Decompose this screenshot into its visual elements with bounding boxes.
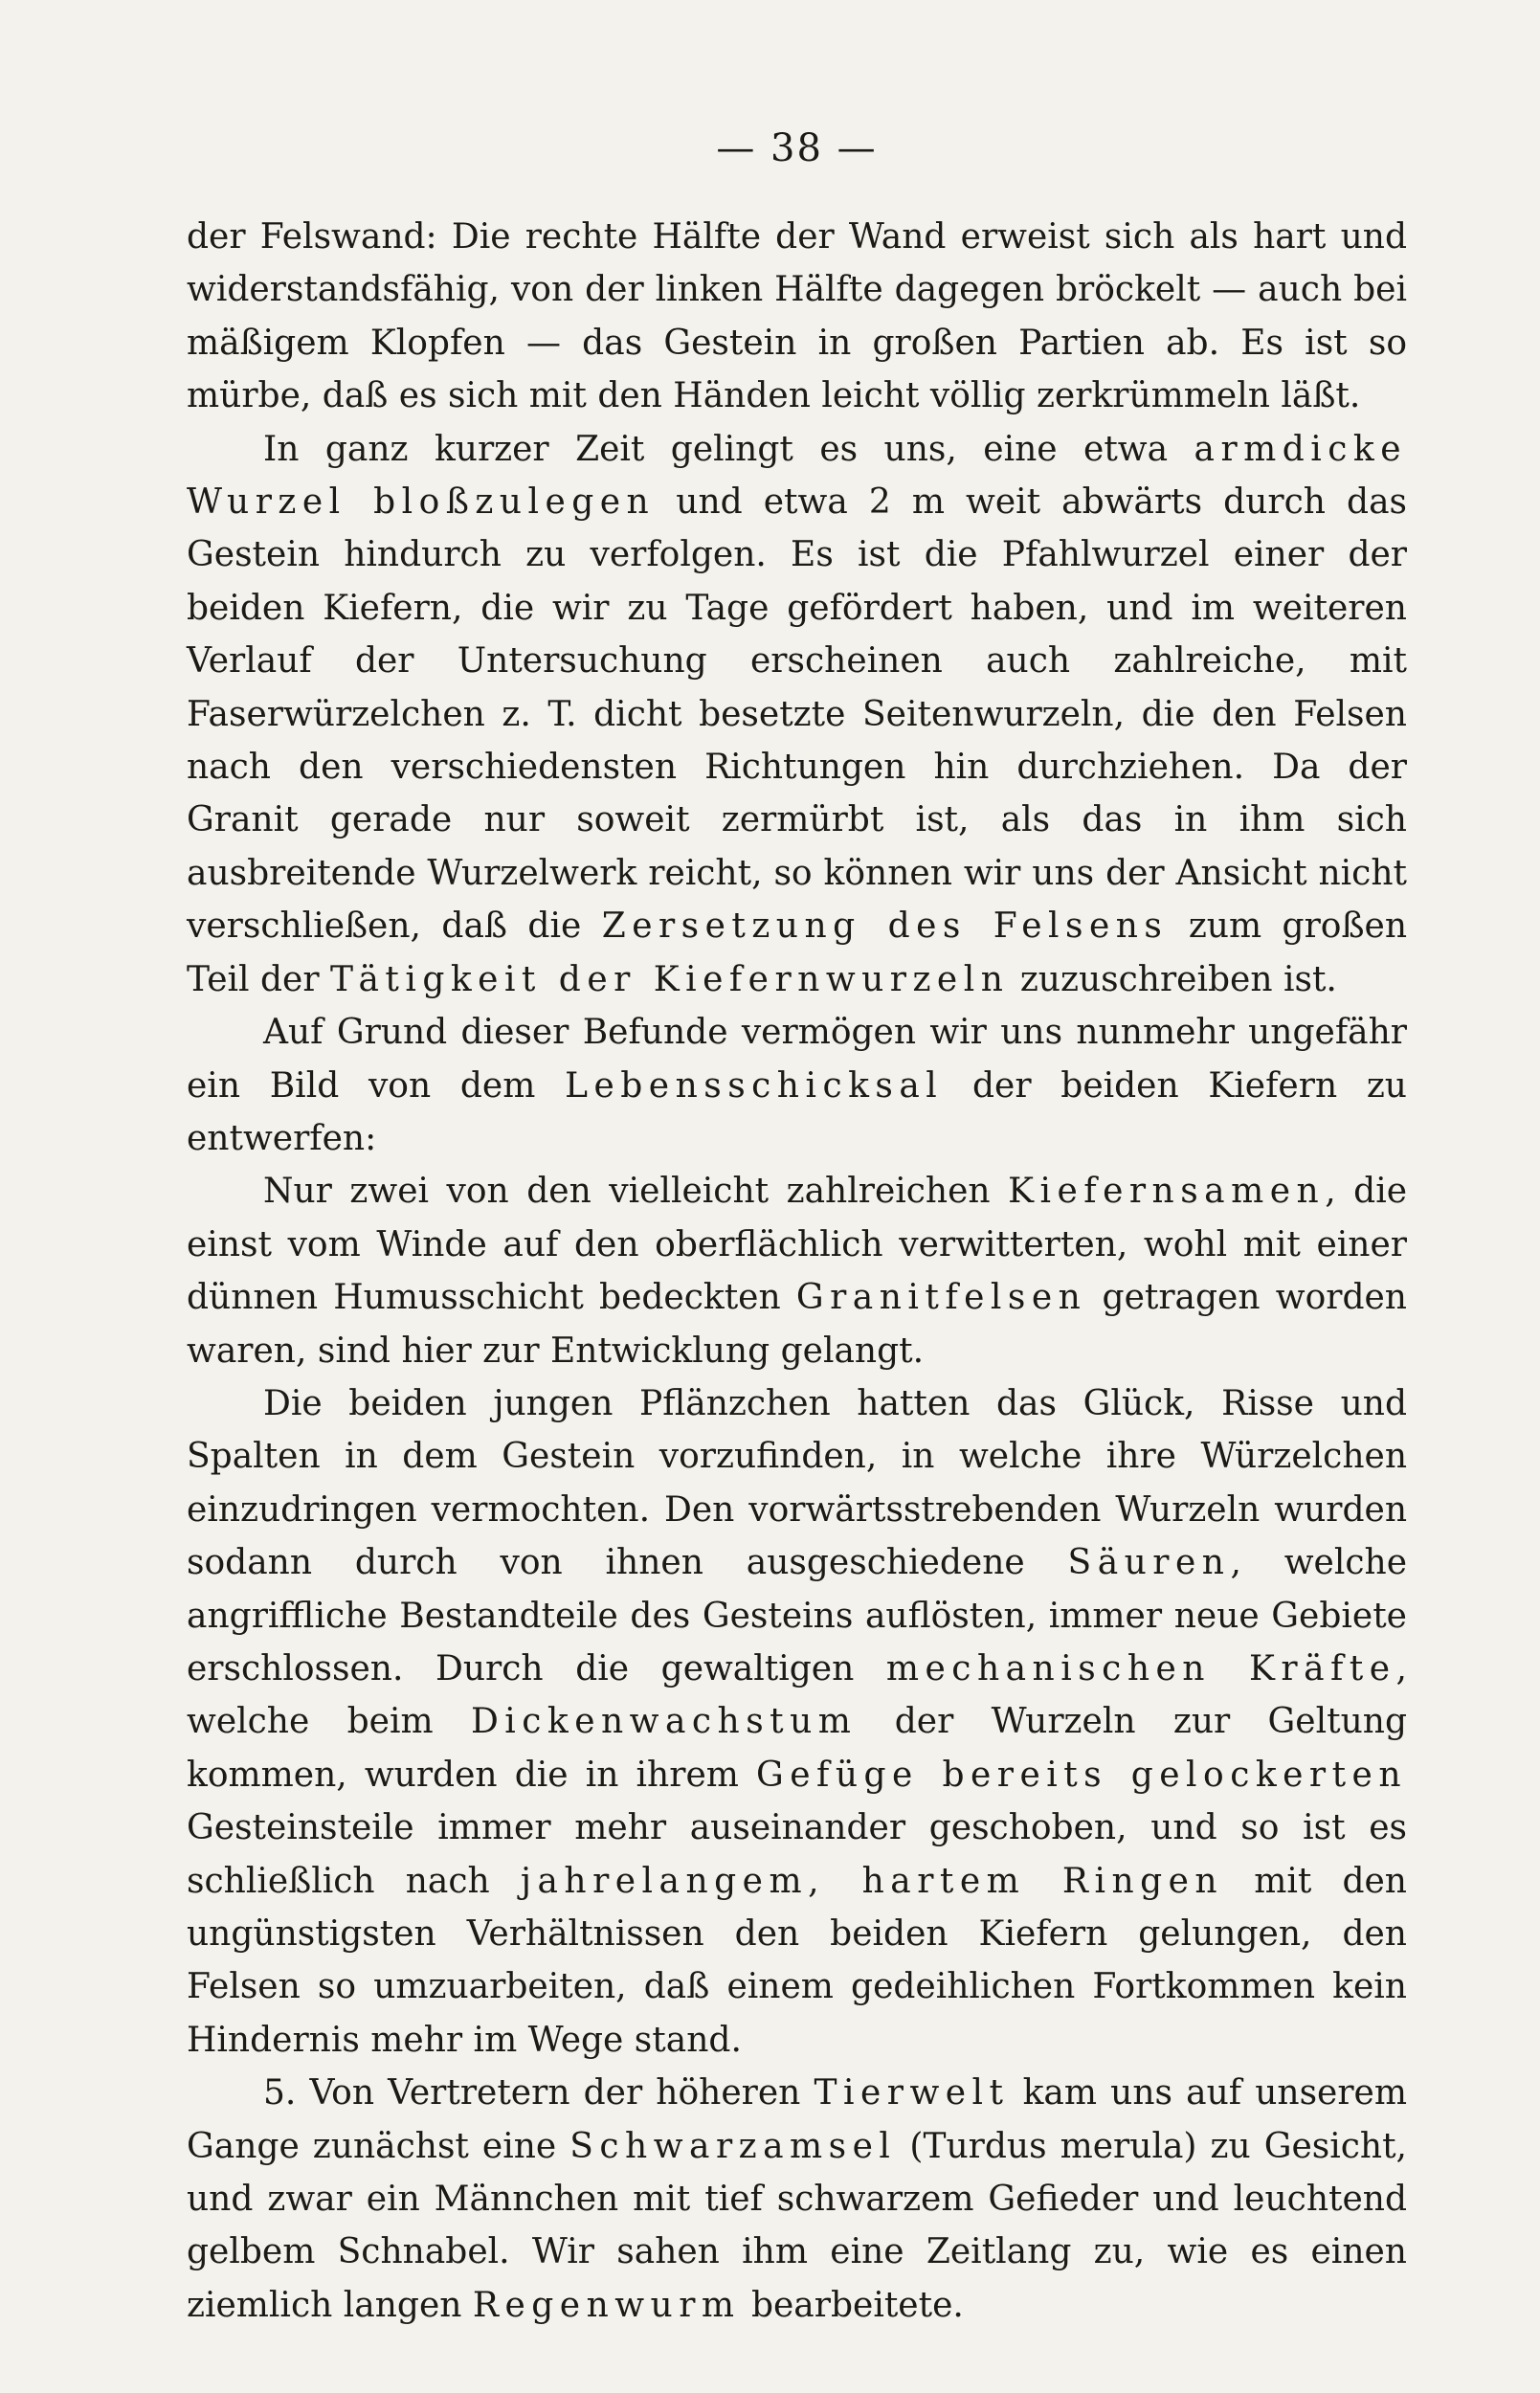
- text-run: und etwa 2 m weit abwärts durch das Gestein hindurch zu verfolgen. Es ist die Pfahlwurzel einer der beiden Kiefern, die wir zu Tage gefördert haben, und im weiteren Verlauf der Untersuchung erscheinen auch zahlreiche, mit Faserwürzelchen z. T. dicht besetzte Seitenwurzeln, die den Felsen nach den verschiedensten Richtungen hin durchziehen. Da der Granit gerade nur soweit zermürbt ist, als das in ihm sich ausbreitende Wurzelwerk reicht, so können wir uns der Ansicht nicht verschließen, daß die: [187, 482, 1408, 947]
- spaced-emphasis-text: Tätigkeit der Kiefernwurzeln: [330, 959, 1010, 999]
- text-run: der Felswand: Die rechte Hälfte der Wand erweist sich als hart und widerstandsfähig, von der linken Hälfte dagegen bröckelt — auch bei mäßigem Klopfen — das Gestein in großen Partien ab. Es ist so mürbe, daß es sich mit den Händen leicht völlig zerkrümmeln läßt.: [187, 217, 1407, 416]
- text-run: bearbeitete.: [740, 2285, 964, 2325]
- spaced-emphasis-text: Granitfelsen: [795, 1278, 1087, 1318]
- text-run: 5. Von Vertretern der höheren: [263, 2073, 815, 2113]
- spaced-emphasis-text: Regenwurm: [472, 2285, 741, 2325]
- text-run: kam uns auf unserem Gange zunächst eine: [187, 2073, 1407, 2166]
- text-run: , welche beim: [187, 1648, 1407, 1742]
- text-run: Nur zwei von den vielleicht zahlreichen: [263, 1172, 1009, 1212]
- text-run: Auf Grund dieser Befunde vermögen wir uns nunmehr ungefähr ein Bild von dem: [187, 1013, 1407, 1106]
- text-run: der beiden Kiefern zu entwerfen:: [187, 1065, 1407, 1158]
- paragraph: [187, 423, 1407, 1006]
- text-run: , welche angriffliche Bestandteile des Gesteins auflösten, immer neue Gebiete erschlossen. Durch die gewaltigen: [187, 1543, 1408, 1689]
- spaced-emphasis-text: Zersetzung des Felsens: [601, 906, 1169, 947]
- text-run: getragen worden waren, sind hier zur Entwicklung gelangt.: [187, 1278, 1407, 1371]
- text-run: Die beiden jungen Pflänzchen hatten das Glück, Risse und Spalten in dem Gestein vorzufinden, in welche ihre Würzelchen einzudringen vermochten. Den vorwärtsstrebenden Wurzeln wurden sodann durch von ihnen ausgeschiedene: [187, 1383, 1407, 1583]
- spaced-emphasis-text: Dickenwachstum: [470, 1702, 858, 1742]
- body-text: [187, 211, 1407, 2332]
- spaced-emphasis-text: Gefüge bereits gelockerten: [756, 1755, 1408, 1795]
- page-number: — 38 —: [716, 126, 878, 170]
- paragraph: [187, 1377, 1407, 2067]
- text-run: , die einst vom Winde auf den oberflächlich verwitterten, wohl mit einer dünnen Humusschicht bedeckten: [187, 1172, 1408, 1318]
- text-run: der Wurzeln zur Geltung kommen, wurden die in ihrem: [187, 1702, 1408, 1795]
- text-run: Gesteinsteile immer mehr auseinander geschoben, und so ist es schließlich nach: [187, 1808, 1407, 1901]
- text-run: In ganz kurzer Zeit gelingt es uns, eine etwa: [263, 429, 1194, 469]
- text-run: mit den ungünstigsten Verhältnissen den beiden Kiefern gelungen, den Felsen so umzuarbeiten, daß einem gedeihlichen Fortkommen kein Hindernis mehr im Wege stand.: [187, 1861, 1407, 2060]
- spaced-emphasis-text: Schwarzamsel: [569, 2126, 897, 2166]
- spaced-emphasis-text: Tierwelt: [814, 2073, 1010, 2113]
- paragraph: [187, 1165, 1407, 1377]
- spaced-emphasis-text: armdicke Wurzel bloßzulegen: [187, 429, 1407, 523]
- spaced-emphasis-text: Lebensschicksal: [565, 1065, 944, 1106]
- spaced-emphasis-text: Kiefernsamen: [1008, 1172, 1326, 1212]
- text-run: zum großen Teil der: [187, 906, 1408, 999]
- text-run: zuzuschreiben ist.: [1009, 959, 1337, 999]
- paragraph: [187, 2067, 1407, 2332]
- text-run: (Turdus merula) zu Gesicht, und zwar ein Männchen mit tief schwarzem Gefieder und leuchtend gelbem Schnabel. Wir sahen ihm eine Zeitlang zu, wie es einen ziemlich langen: [187, 2126, 1408, 2325]
- paragraph: [187, 1006, 1407, 1165]
- paragraph: [187, 211, 1407, 423]
- book-page: [187, 124, 1407, 2332]
- spaced-emphasis-text: Säuren: [1067, 1543, 1231, 1583]
- spaced-emphasis-text: jahrelangem, hartem Ringen: [520, 1861, 1224, 1901]
- spaced-emphasis-text: mechanischen Kräfte: [885, 1648, 1396, 1689]
